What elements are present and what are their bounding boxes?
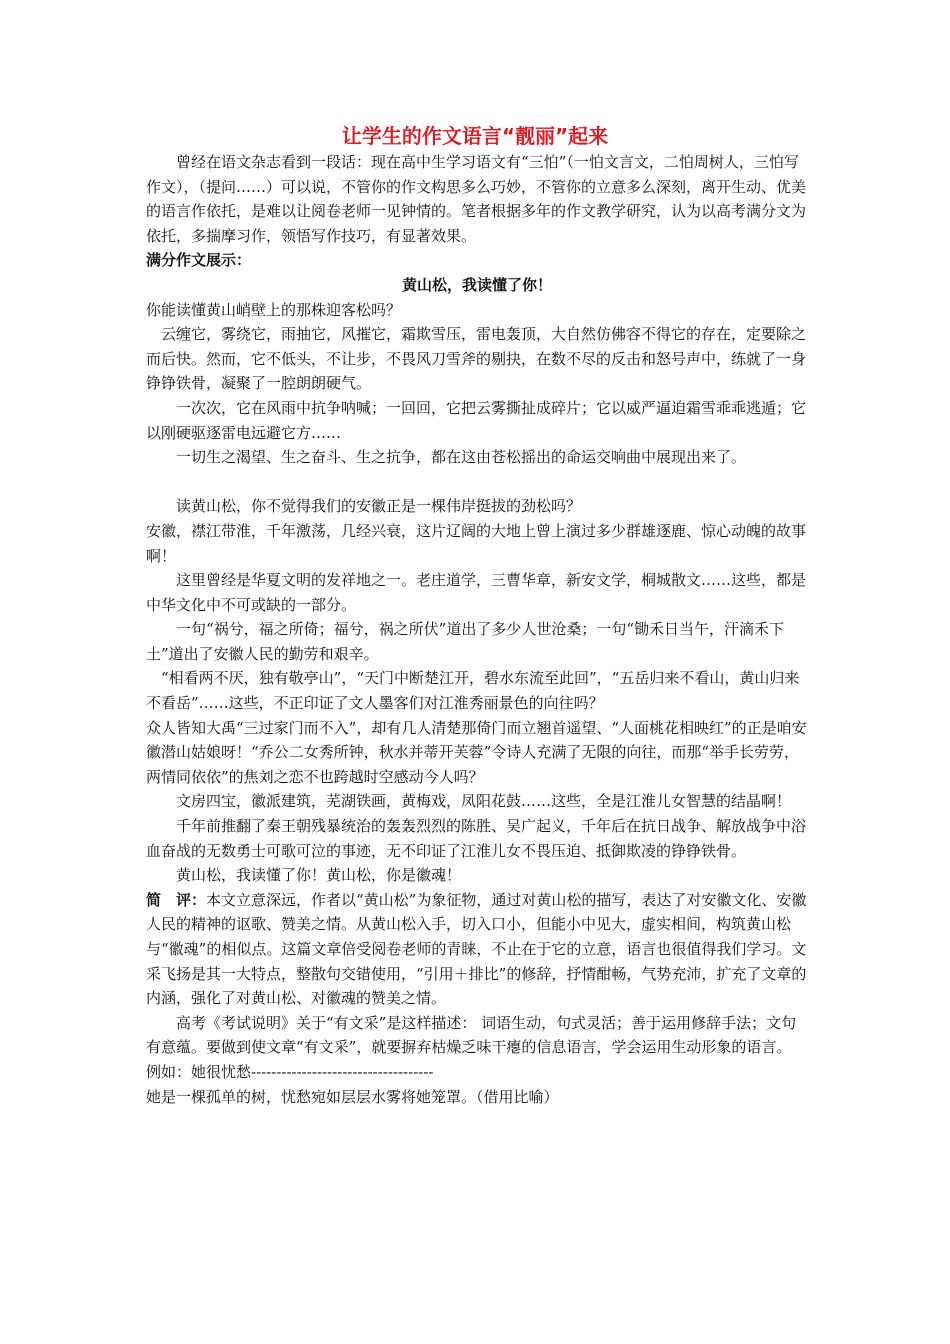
essay-paragraph: 众人皆知大禹“三过家门而不入”，却有几人清楚那倚门而立翘首遥望、“人面桃花相映红”的正是咱安徽潜山姑娘呀！“乔公二女秀所钟，秋水并蒂开芙蓉”令诗人充满了无限的向往，而那“举手长劳劳，两情同依依”的焦刘之恋不也跨越时空感动今人吗？ (146, 718, 807, 786)
review-text: 本文立意深远，作者以“黄山松”为象征物，通过对黄山松的描写，表达了对安徽文化、安徽人民的精神的讴歌、赞美之情。从黄山松入手，切入口小，但能小中见大，虚实相间，构筑黄山松与“徽魂”的相似点。这篇文章倍受阅卷老师的青睐，不止在于它的立意，语言也很值得我们学习。文采飞扬是其一大特点，整散句交错使用，“引用＋排比”的修辞，抒情酣畅，气势充沛，扩充了文章的内涵，强化了对黄山松、对徽魂的赞美之情。 (146, 890, 807, 1008)
blank-line (146, 470, 808, 495)
essay-paragraph: “相看两不厌，独有敬亭山”，“天门中断楚江开，碧水东流至此回”，“五岳归来不看山，黄山归来不看岳”……这些，不正印证了文人墨客们对江淮秀丽景色的向往吗？ (146, 669, 800, 713)
section-heading: 满分作文展示： (146, 251, 252, 270)
essay-paragraph: 安徽，襟江带淮，千年激荡，几经兴衰，这片辽阔的大地上曾上演过多少群雄逐鹿、惊心动魄的故事啊！ (146, 521, 807, 565)
review-paragraph (146, 888, 808, 1011)
example-text: 她是一棵孤单的树，忧愁宛如层层水雾将她笼罩。（借用比喻） (146, 1087, 559, 1106)
example-label: 例如：她很忧愁------------------------------------ (146, 1062, 434, 1081)
essay-paragraph: 读黄山松，你不觉得我们的安徽正是一棵伟岸挺拔的劲松吗？ (176, 497, 582, 516)
document-title: 让学生的作文语言“靓丽”起来 (341, 124, 609, 148)
review-label: 简 评： (146, 890, 207, 909)
intro-paragraph: 曾经在语文杂志看到一段话：现在高中生学习语文有“三怕”（一怕文言文，二怕周树人，三怕写作文），（提问……）可以说，不管你的作文构思多么巧妙，不管你的立意多么深刻，离开生动、优美的语言作依托，是难以让阅卷老师一见钟情的。笔者根据多年的作文教学研究，认为以高考满分文为依托，多揣摩习作，领悟写作技巧，有显著效果。 (146, 153, 807, 245)
essay-title: 黄山松，我读懂了你！ (401, 275, 552, 294)
document-body (146, 150, 808, 1109)
essay-paragraph: 一句“祸兮，福之所倚；福兮，祸之所伏”道出了多少人世沧桑；一句“锄禾日当午，汗滴禾下土”道出了安徽人民的勤劳和艰辛。 (146, 620, 785, 663)
essay-paragraph: 文房四宝，徽派建筑，芜湖铁画，黄梅戏，凤阳花鼓……这些，全是江淮儿女智慧的结晶啊！ (176, 792, 792, 811)
essay-paragraph: 一次次，它在风雨中抗争呐喊；一回回，它把云雾撕扯成碎片；它以威严逼迫霜雪乖乖逃遁；它以刚硬驱逐雷电远避它方…… (146, 398, 807, 442)
essay-paragraph: 黄山松，我读懂了你！黄山松，你是徽魂！ (176, 866, 462, 885)
gaokao-paragraph: 高考《考试说明》关于“有文采”是这样描述： 词语生动，句式灵活；善于运用修辞手法；文句有意蕴。要做到使文章“有文采”，就要摒弃枯燥乏味干瘪的信息语言，学会运用生动形象的语言。 (146, 1013, 797, 1057)
essay-paragraph: 一切生之渴望、生之奋斗、生之抗争，都在这由苍松摇出的命运交响曲中展现出来了。 (176, 448, 747, 467)
essay-paragraph: 千年前推翻了秦王朝残暴统治的轰轰烈烈的陈胜、吴广起义，千年后在抗日战争、解放战争中浴血奋战的无数勇士可歌可泣的事迹，无不印证了江淮儿女不畏压迫、抵御欺凌的铮铮铁骨。 (146, 817, 807, 860)
essay-paragraph: 你能读懂黄山峭壁上的那株迎客松吗？ (146, 300, 402, 319)
essay-paragraph: 这里曾经是华夏文明的发祥地之一。老庄道学，三曹华章，新安文学，桐城散文……这些，都是中华文化中不可或缺的一部分。 (146, 571, 807, 614)
essay-paragraph: 云缠它，雾绕它，雨抽它，风摧它，霜欺雪压，雷电轰顶，大自然仿佛容不得它的存在，定要除之而后快。然而，它不低头，不让步，不畏风刀雪斧的剔抉，在数不尽的反击和怒号声中，练就了一身铮铮铁骨，凝聚了一腔朗朗硬气。 (146, 325, 807, 393)
